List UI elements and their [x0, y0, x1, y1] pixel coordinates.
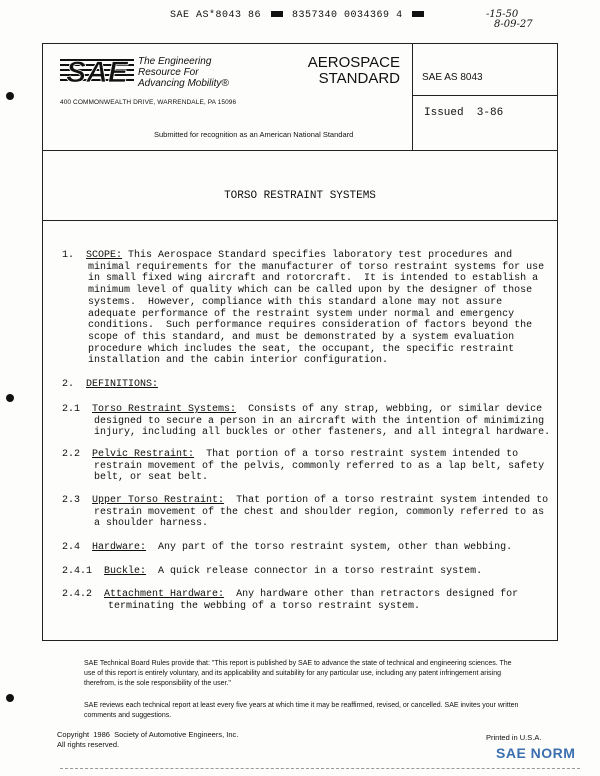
definition-2-4: [62, 542, 512, 554]
section-definitions: [62, 379, 158, 391]
scope-line: minimal requirements for the manufacturer of torso restraint systems for use: [88, 261, 545, 273]
definition-term: Torso Restraint Systems:: [92, 404, 237, 415]
definition-line: terminating the webbing of a torso restraint system.: [108, 600, 421, 612]
scope-line: adequate performance of the restraint system under normal and emergency: [88, 308, 515, 320]
definition-number: 2.4.2: [62, 589, 93, 600]
definition-term: Attachment Hardware:: [104, 589, 225, 600]
scope-line: procedure which includes the seat, the occupant, the specific restraint: [88, 343, 515, 355]
scan-artifact: [60, 768, 580, 770]
submitted-note: Submitted for recognition as an American National Standard: [154, 130, 354, 139]
review-notice: SAE reviews each technical report at least every five years at which time it may be reaffirmed, revised, or cancelled. SAE invites your written comments and suggestions.: [84, 702, 519, 719]
section-heading: SCOPE:: [86, 250, 123, 261]
definition-number: 2.4.1: [62, 566, 93, 577]
header-divider: [42, 150, 558, 151]
logo-mark: SAE: [66, 56, 128, 85]
rights-line: All rights reserved.: [57, 740, 120, 749]
punch-hole: [6, 694, 14, 702]
definition-number: 2.3: [62, 495, 81, 506]
definition-line: That portion of a torso restraint system intended to: [194, 449, 519, 460]
board-rules-notice: SAE Technical Board Rules provide that: "This report is published by SAE to advance the state of technical and engineering sciences. The use of this report is entirely voluntary, and its applicability and suitability for any particular use, including any patent infringement arising therefrom, is the sole responsibility of the user.": [84, 660, 512, 687]
handwritten-line-2: 8-09-27: [494, 19, 533, 30]
title-divider: [42, 220, 558, 221]
definition-2-4-2: [62, 589, 518, 601]
handwritten-note: [486, 10, 533, 30]
definition-number: 2.2: [62, 449, 81, 460]
document-header-codes: [170, 10, 427, 21]
logo-tagline: [138, 56, 229, 89]
scope-line: minimum level of quality which can be called upon by the designer of those: [88, 285, 533, 297]
scope-body: [88, 262, 544, 367]
definition-line: Consists of any strap, webbing, or similar device: [236, 404, 543, 415]
definition-line: a shoulder harness.: [94, 518, 209, 530]
definition-2-3: [62, 495, 548, 507]
section-number: 2.: [62, 379, 75, 390]
definition-2-2-body: [94, 461, 544, 484]
definition-2-1-body: [94, 416, 550, 439]
definition-line: restrain movement of the pelvis, commonly referred to as a lap belt, safety: [94, 460, 545, 472]
definition-term: Upper Torso Restraint:: [92, 495, 225, 506]
scope-line: systems. However, compliance with this standard alone may not assure: [88, 296, 503, 308]
scope-line: in small fixed wing aircraft and rotorcraft. It is intended to establish a: [88, 273, 539, 285]
header-column-divider: [412, 43, 413, 150]
scope-line: conditions. Such performance requires consideration of factors beyond the: [88, 320, 533, 332]
definition-term: Buckle:: [104, 566, 147, 577]
tagline-line-2: Resource For: [138, 67, 199, 78]
document-title: TORSO RESTRAINT SYSTEMS: [224, 190, 376, 202]
definition-line: designed to secure a person in an aircraft with the intention of minimizing: [94, 415, 545, 427]
definition-line: Any hardware other than retractors designed for: [224, 589, 519, 600]
definition-term: Pelvic Restraint:: [92, 449, 195, 460]
definition-2-3-body: [94, 507, 544, 530]
header-doc-code: SAE AS*8043 86: [170, 10, 262, 21]
barcode-block: [271, 11, 283, 17]
barcode-block: [412, 11, 424, 17]
section-number: 1.: [62, 250, 75, 261]
tagline-line-1: The Engineering: [138, 56, 212, 67]
handwritten-line-1: -15-50: [486, 9, 519, 20]
definition-number: 2.4: [62, 542, 81, 553]
address: 400 COMMONWEALTH DRIVE, WARRENDALE, PA 15096: [60, 99, 237, 106]
standard-type: [300, 55, 400, 87]
scope-line: scope of this standard, and must be demonstrated by a system evaluation: [88, 331, 515, 343]
definition-line: A quick release connector in a torso restraint system.: [146, 566, 483, 577]
punch-hole: [6, 92, 14, 100]
standard-type-line-2: STANDARD: [318, 70, 400, 87]
copyright: [57, 730, 238, 750]
scope-line: This Aerospace Standard specifies laboratory test procedures and: [122, 250, 513, 261]
definition-term: Hardware:: [92, 542, 147, 553]
sae-logo: [60, 55, 134, 85]
definition-2-4-1: [62, 566, 482, 578]
tagline-line-3: Advancing Mobility®: [138, 78, 229, 89]
number-divider: [412, 95, 558, 96]
section-scope: [62, 250, 512, 262]
standard-type-line-1: AEROSPACE: [307, 54, 400, 71]
scope-line: installation and the cabin interior configuration.: [88, 355, 389, 367]
definition-2-2: [62, 449, 518, 461]
definition-number: 2.1: [62, 404, 81, 415]
definition-line: Any part of the torso restraint system, other than webbing.: [146, 542, 513, 553]
definition-line: belt, or seat belt.: [94, 472, 209, 484]
printed-in: Printed in U.S.A.: [486, 733, 542, 742]
definition-2-4-2-body: [108, 601, 420, 613]
definition-line: injury, including all buckles or other fasteners, and all integral hardware.: [94, 427, 551, 439]
definition-line: restrain movement of the chest and shoulder region, commonly referred to as: [94, 506, 545, 518]
document-number: SAE AS 8043: [422, 72, 483, 83]
section-heading: DEFINITIONS:: [86, 379, 159, 390]
header-serial: 8357340 0034369 4: [292, 10, 403, 21]
punch-hole: [6, 394, 14, 402]
definition-line: That portion of a torso restraint system intended to: [224, 495, 549, 506]
definition-2-1: [62, 404, 542, 416]
watermark: SAE NORM: [496, 745, 576, 761]
copyright-line: Copyright 1986 Society of Automotive Engineers, Inc.: [57, 730, 239, 739]
issued-date: Issued 3-86: [424, 107, 504, 119]
